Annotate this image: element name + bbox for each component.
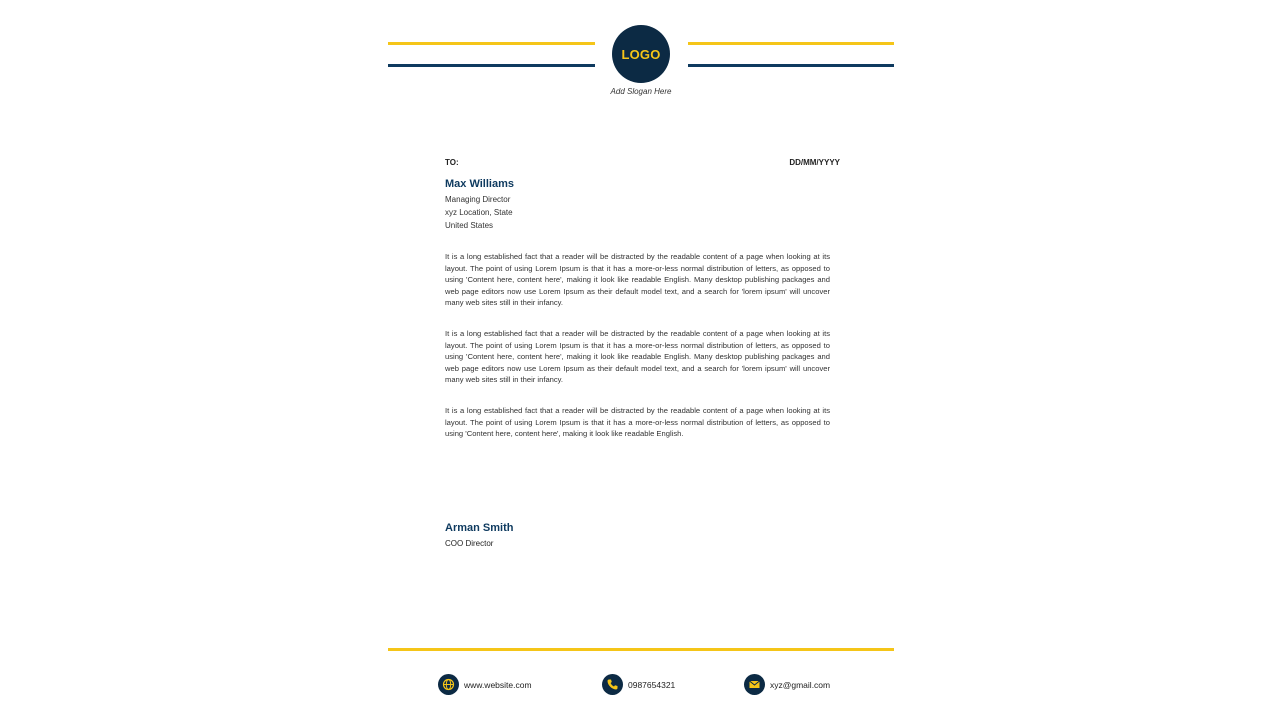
body-paragraph-2: It is a long established fact that a reader will be distracted by the readable content of a page when looking at its layout. The point of using Lorem Ipsum is that it has a more-or-less normal distribution of letters, as opposed to using 'Content here, content here', making it look like readable English. Many desktop publishing packages and web page editors now use Lorem Ipsum as their default model text, and a search for 'lorem ipsum' will uncover many web sites still in their infancy. — [445, 329, 830, 385]
signatory-name: Arman Smith — [445, 522, 514, 534]
globe-icon — [438, 674, 459, 695]
date: DD/MM/YYYY — [789, 158, 840, 167]
website-text[interactable]: www.website.com — [464, 679, 532, 690]
body-paragraph-3: It is a long established fact that a reader will be distracted by the readable content of a page when looking at its layout. The point of using Lorem Ipsum is that it has a more-or-less normal distribution of letters, as opposed to using 'Content here, content here', making it look like readable English. — [445, 406, 830, 439]
email-text[interactable]: xyz@gmail.com — [770, 679, 831, 690]
header-line-yellow-right — [688, 42, 894, 45]
phone-icon — [602, 674, 623, 695]
phone-text[interactable]: 0987654321 — [628, 679, 676, 690]
recipient-title: Managing Director — [445, 195, 511, 204]
contact-phone[interactable] — [602, 674, 675, 695]
signatory-title: COO Director — [445, 539, 494, 548]
recipient-country: United States — [445, 221, 494, 230]
header-line-navy-right — [688, 64, 894, 67]
logo — [612, 25, 670, 83]
contact-email[interactable] — [744, 674, 830, 695]
logo-text: LOGO — [621, 46, 661, 62]
contact-website[interactable] — [438, 674, 532, 695]
recipient-location: xyz Location, State — [445, 208, 513, 217]
slogan: Add Slogan Here — [610, 87, 672, 96]
footer-line-yellow — [388, 648, 894, 651]
header-line-yellow-left — [388, 42, 595, 45]
to-label: TO: — [445, 158, 459, 167]
recipient-name: Max Williams — [445, 178, 514, 190]
header-line-navy-left — [388, 64, 595, 67]
mail-icon — [744, 674, 765, 695]
body-paragraph-1: It is a long established fact that a reader will be distracted by the readable content of a page when looking at its layout. The point of using Lorem Ipsum is that it has a more-or-less normal distribution of letters, as opposed to using 'Content here, content here', making it look like readable English. Many desktop publishing packages and web page editors now use Lorem Ipsum as their default model text, and a search for 'lorem ipsum' will uncover many web sites still in their infancy. — [445, 252, 830, 308]
